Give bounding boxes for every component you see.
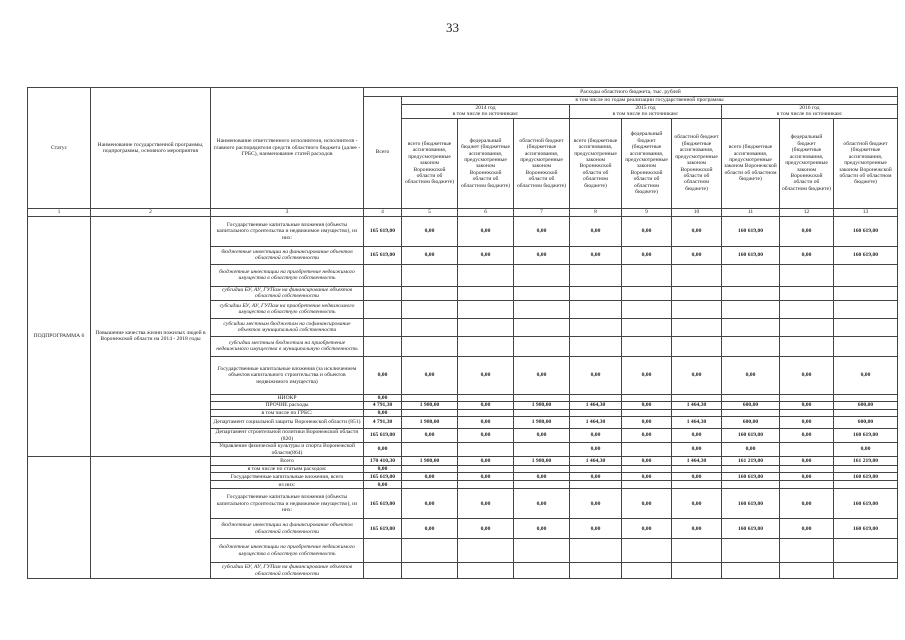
- value-cell: 165 619,00: [364, 489, 402, 519]
- value-cell: [402, 443, 458, 457]
- value-cell: 161 219,00: [834, 456, 898, 465]
- col-number: 11: [722, 208, 780, 216]
- col-number: 12: [780, 208, 834, 216]
- value-cell: 0,00: [570, 216, 622, 246]
- value-cell: [402, 336, 458, 356]
- value-cell: [722, 300, 780, 318]
- value-cell: [780, 286, 834, 300]
- year-2014-label: 2014 год: [475, 105, 496, 111]
- value-cell: 0,00: [364, 409, 402, 416]
- value-cell: 160 619,00: [834, 216, 898, 246]
- value-cell: 0,00: [672, 489, 722, 519]
- value-cell: 0,00: [672, 519, 722, 539]
- value-cell: 0,00: [458, 519, 514, 539]
- value-cell: 0,00: [570, 519, 622, 539]
- row-label: Управление физической культуры и спорта Воронежской области(864): [211, 443, 364, 457]
- value-cell: 0,00: [780, 456, 834, 465]
- value-cell: 0,00: [514, 489, 570, 519]
- value-cell: [780, 318, 834, 336]
- col-number: 1: [28, 208, 91, 216]
- value-cell: 0,00: [402, 356, 458, 394]
- row-label: Государственные капитальные вложения (за исключением объектов капитального строительства и объектов недвижимого имущества): [211, 356, 364, 394]
- value-cell: [570, 264, 622, 286]
- value-cell: 0,00: [622, 402, 672, 409]
- year-2015-label: 2015 год: [635, 105, 656, 111]
- value-cell: 0,00: [622, 246, 672, 264]
- value-cell: 0,00: [780, 519, 834, 539]
- value-cell: [514, 394, 570, 401]
- header-status: Статус: [28, 88, 91, 209]
- program-name-cell: [91, 456, 211, 578]
- value-cell: 160 619,00: [722, 473, 780, 481]
- value-cell: 160 619,00: [834, 246, 898, 264]
- value-cell: [834, 394, 898, 401]
- col-number: 3: [211, 208, 364, 216]
- header-year-2015: [570, 105, 722, 119]
- value-cell: 0,00: [364, 394, 402, 401]
- value-cell: 600,00: [722, 402, 780, 409]
- row-label: Всего: [211, 456, 364, 465]
- value-cell: 1 464,30: [570, 417, 622, 429]
- value-cell: 0,00: [570, 473, 622, 481]
- value-cell: [834, 409, 898, 416]
- value-cell: 0,00: [780, 402, 834, 409]
- value-cell: 0,00: [780, 216, 834, 246]
- value-cell: [364, 318, 402, 336]
- value-cell: 0,00: [622, 489, 672, 519]
- value-cell: [458, 318, 514, 336]
- col-number: 5: [402, 208, 458, 216]
- value-cell: [834, 563, 898, 579]
- value-cell: [780, 443, 834, 457]
- value-cell: 0,00: [780, 417, 834, 429]
- value-cell: 165 619,00: [364, 216, 402, 246]
- value-cell: 165 619,00: [364, 519, 402, 539]
- value-cell: [364, 563, 402, 579]
- value-cell: [514, 318, 570, 336]
- row-label: субсидии БУ, АУ, ГУПам на финансирование объектов областной собственности: [211, 286, 364, 300]
- value-cell: [570, 481, 622, 489]
- status-cell: [28, 456, 91, 578]
- value-cell: [514, 300, 570, 318]
- value-cell: 1 464,30: [672, 417, 722, 429]
- value-cell: [780, 539, 834, 563]
- value-cell: 0,00: [458, 429, 514, 443]
- row-label: ПРОЧИЕ расходы: [211, 402, 364, 409]
- value-cell: 0,00: [364, 465, 402, 472]
- value-cell: [780, 336, 834, 356]
- value-cell: [834, 318, 898, 336]
- value-cell: 0,00: [402, 519, 458, 539]
- value-cell: [402, 318, 458, 336]
- value-cell: [458, 300, 514, 318]
- col-number: 13: [834, 208, 898, 216]
- row-label: Государственные капитальные вложения (объекты капитального строительства и недвижимое имущество), из них:: [211, 489, 364, 519]
- value-cell: [722, 409, 780, 416]
- value-cell: [672, 465, 722, 472]
- value-cell: 0,00: [458, 402, 514, 409]
- value-cell: [780, 563, 834, 579]
- value-cell: [834, 465, 898, 472]
- value-cell: 0,00: [458, 417, 514, 429]
- row-label: Государственные капитальные вложения (объекты капитального строительства и недвижимое имущество), из них:: [211, 216, 364, 246]
- value-cell: 0,00: [622, 456, 672, 465]
- header-total: Всего: [364, 97, 402, 209]
- value-cell: [364, 300, 402, 318]
- value-cell: 0,00: [722, 356, 780, 394]
- value-cell: [834, 300, 898, 318]
- value-cell: [402, 409, 458, 416]
- value-cell: [780, 394, 834, 401]
- value-cell: 170 410,30: [364, 456, 402, 465]
- value-cell: 1 980,00: [402, 402, 458, 409]
- value-cell: [672, 300, 722, 318]
- value-cell: 0,00: [458, 489, 514, 519]
- value-cell: [722, 539, 780, 563]
- value-cell: 0,00: [364, 356, 402, 394]
- value-cell: [570, 336, 622, 356]
- value-cell: [364, 539, 402, 563]
- value-cell: [514, 539, 570, 563]
- value-cell: [834, 336, 898, 356]
- value-cell: [672, 264, 722, 286]
- value-cell: 0,00: [780, 246, 834, 264]
- value-cell: [514, 465, 570, 472]
- value-cell: [364, 264, 402, 286]
- value-cell: 0,00: [622, 473, 672, 481]
- value-cell: 0,00: [672, 216, 722, 246]
- value-cell: [514, 481, 570, 489]
- value-cell: [514, 443, 570, 457]
- row-label: в том числе по статьям расходов:: [211, 465, 364, 472]
- value-cell: 0,00: [780, 489, 834, 519]
- value-cell: [514, 336, 570, 356]
- value-cell: [722, 318, 780, 336]
- row-label: субсидии БУ, АУ, ГУПам на финансирование объектов областной собственности: [211, 563, 364, 579]
- value-cell: [672, 539, 722, 563]
- value-cell: 1 464,30: [570, 456, 622, 465]
- value-cell: 600,00: [722, 417, 780, 429]
- value-cell: [570, 409, 622, 416]
- value-cell: [570, 465, 622, 472]
- value-cell: 0,00: [458, 356, 514, 394]
- header-2015-total-source: всего (бюджетные ассигнования, предусмотренные законом Воронежской области об областном бюджете): [570, 118, 622, 208]
- by-sources-2015: в том числе по источникам:: [612, 111, 679, 118]
- col-number: 8: [570, 208, 622, 216]
- header-2014-total-source: всего (бюджетные ассигнования, предусмотренные законом Воронежской области об областном бюджете): [402, 118, 458, 208]
- value-cell: [780, 409, 834, 416]
- value-cell: [570, 539, 622, 563]
- value-cell: [672, 409, 722, 416]
- by-sources-2014: в том числе по источникам:: [452, 111, 519, 118]
- value-cell: 0,00: [458, 246, 514, 264]
- value-cell: [722, 286, 780, 300]
- value-cell: 0,00: [672, 473, 722, 481]
- value-cell: 1 980,00: [514, 417, 570, 429]
- row-label: бюджетные инвестиции на финансирование объектов областной собственности: [211, 519, 364, 539]
- by-sources-2016: в том числе по источникам:: [776, 111, 843, 118]
- value-cell: [780, 465, 834, 472]
- value-cell: 0,00: [672, 443, 722, 457]
- value-cell: [622, 539, 672, 563]
- value-cell: 0,00: [514, 246, 570, 264]
- status-cell: ПОДПРОГРАММА 6: [28, 216, 91, 456]
- value-cell: [834, 481, 898, 489]
- value-cell: 1 980,00: [514, 456, 570, 465]
- value-cell: 160 619,00: [834, 489, 898, 519]
- table-row: [28, 456, 898, 465]
- value-cell: 1 980,00: [514, 402, 570, 409]
- value-cell: [672, 318, 722, 336]
- value-cell: [458, 481, 514, 489]
- value-cell: [458, 443, 514, 457]
- row-label: НИОКР: [211, 394, 364, 401]
- table-row: [28, 216, 898, 246]
- row-label: бюджетные инвестиции на приобретение недвижимого имущества в областную собственность: [211, 539, 364, 563]
- value-cell: 0,00: [458, 216, 514, 246]
- row-label: субсидии местным бюджетам на приобретение недвижимого имущества в муниципальную собственность: [211, 336, 364, 356]
- value-cell: 0,00: [622, 417, 672, 429]
- value-cell: 0,00: [402, 489, 458, 519]
- program-name-cell: Повышение качества жизни пожилых людей в Воронежской области на 2014 - 2018 годы: [91, 216, 211, 456]
- col-number: 7: [514, 208, 570, 216]
- value-cell: 0,00: [514, 519, 570, 539]
- value-cell: 165 619,00: [364, 473, 402, 481]
- header-2016-federal: федеральный бюджет (бюджетные ассигнования, предусмотренные законом Воронежской области об областном бюджете): [780, 118, 834, 208]
- row-label: в том числе по ГРБС:: [211, 409, 364, 416]
- value-cell: 160 619,00: [722, 489, 780, 519]
- value-cell: 160 619,00: [722, 216, 780, 246]
- value-cell: 0,00: [570, 443, 622, 457]
- row-label: Государственные капитальные вложения, всего: [211, 473, 364, 481]
- value-cell: [458, 465, 514, 472]
- value-cell: [834, 264, 898, 286]
- value-cell: [780, 481, 834, 489]
- value-cell: [458, 336, 514, 356]
- row-label: субсидии БУ, АУ, ГУПам на приобретение недвижимого имущества в областную собственность: [211, 300, 364, 318]
- value-cell: 0,00: [402, 429, 458, 443]
- value-cell: [622, 563, 672, 579]
- value-cell: 0,00: [834, 443, 898, 457]
- col-number: 4: [364, 208, 402, 216]
- value-cell: 0,00: [622, 429, 672, 443]
- value-cell: 0,00: [672, 246, 722, 264]
- value-cell: [570, 563, 622, 579]
- row-label: бюджетные инвестиции на приобретение недвижимого имущества в областную собственность: [211, 264, 364, 286]
- value-cell: [722, 465, 780, 472]
- value-cell: 0,00: [672, 429, 722, 443]
- header-program-name: Наименование государственной программы, подпрограммы, основного мероприятия: [91, 88, 211, 209]
- value-cell: 165 619,00: [364, 246, 402, 264]
- value-cell: 0,00: [622, 519, 672, 539]
- value-cell: 0,00: [364, 481, 402, 489]
- header-year-2014: [402, 105, 570, 119]
- value-cell: [514, 264, 570, 286]
- header-2014-federal: федеральный бюджет (бюджетные ассигнования, предусмотренные законом Воронежской области об областном бюджете): [458, 118, 514, 208]
- value-cell: 161 219,00: [722, 456, 780, 465]
- value-cell: [722, 336, 780, 356]
- value-cell: 4 791,30: [364, 417, 402, 429]
- value-cell: [402, 465, 458, 472]
- value-cell: [722, 563, 780, 579]
- value-cell: 0,00: [722, 443, 780, 457]
- value-cell: [722, 264, 780, 286]
- col-number: 9: [622, 208, 672, 216]
- value-cell: 1 980,00: [402, 456, 458, 465]
- value-cell: [570, 394, 622, 401]
- value-cell: 0,00: [780, 429, 834, 443]
- value-cell: [722, 394, 780, 401]
- value-cell: [622, 481, 672, 489]
- value-cell: [622, 443, 672, 457]
- value-cell: 0,00: [780, 473, 834, 481]
- header-2015-federal: федеральный бюджет (бюджетные ассигнования, предусмотренные законом Воронежской области об областном бюджете): [622, 118, 672, 208]
- value-cell: [780, 264, 834, 286]
- value-cell: 160 619,00: [834, 519, 898, 539]
- row-label: Департамент строительной политики Воронежской области (820): [211, 429, 364, 443]
- value-cell: 0,00: [514, 473, 570, 481]
- row-label: из них:: [211, 481, 364, 489]
- value-cell: [402, 394, 458, 401]
- value-cell: [622, 394, 672, 401]
- value-cell: [570, 318, 622, 336]
- value-cell: 0,00: [402, 216, 458, 246]
- value-cell: 160 619,00: [722, 246, 780, 264]
- value-cell: [622, 286, 672, 300]
- value-cell: 1 980,00: [402, 417, 458, 429]
- value-cell: 0,00: [514, 216, 570, 246]
- value-cell: 600,00: [834, 402, 898, 409]
- value-cell: 0,00: [570, 429, 622, 443]
- header-by-years: в том числе по годам реализации государственной программы: [402, 97, 898, 105]
- row-label: субсидии местным бюджетам на софинансирование объектов муниципальной собственности: [211, 318, 364, 336]
- value-cell: [622, 409, 672, 416]
- value-cell: 0,00: [780, 356, 834, 394]
- value-cell: 1 464,30: [672, 402, 722, 409]
- value-cell: 0,00: [402, 246, 458, 264]
- value-cell: [622, 318, 672, 336]
- value-cell: [514, 286, 570, 300]
- value-cell: [672, 394, 722, 401]
- value-cell: 0,00: [672, 356, 722, 394]
- value-cell: [364, 286, 402, 300]
- value-cell: 1 464,30: [672, 456, 722, 465]
- value-cell: 600,00: [834, 417, 898, 429]
- value-cell: [834, 286, 898, 300]
- value-cell: [672, 286, 722, 300]
- value-cell: [672, 336, 722, 356]
- value-cell: [834, 539, 898, 563]
- value-cell: 0,00: [622, 356, 672, 394]
- row-label: Департамент социальной защиты Воронежской области (851): [211, 417, 364, 429]
- value-cell: [622, 465, 672, 472]
- value-cell: [458, 286, 514, 300]
- value-cell: [622, 300, 672, 318]
- value-cell: [672, 563, 722, 579]
- value-cell: 0,00: [458, 473, 514, 481]
- header-executor: Наименование ответственного исполнителя, исполнителя - главного распорядителя средств областного бюджета (далее - ГРБС), наименование статей расходов: [211, 88, 364, 209]
- header-2015-regional: областной бюджет (бюджетные ассигнования, предусмотренные законом Воронежской области об областном бюджете): [672, 118, 722, 208]
- header-2016-regional: областной бюджет (бюджетные ассигнования, предусмотренные законом Воронежской области об областном бюджете): [834, 118, 898, 208]
- header-2016-total-source: всего (бюджетные ассигнования, предусмотренные законом Воронежской области об областном бюджете): [722, 118, 780, 208]
- value-cell: 0,00: [514, 429, 570, 443]
- expenses-table: [27, 87, 898, 579]
- value-cell: 160 619,00: [722, 429, 780, 443]
- value-cell: [514, 563, 570, 579]
- value-cell: 0,00: [364, 443, 402, 457]
- value-cell: [672, 481, 722, 489]
- value-cell: [402, 539, 458, 563]
- value-cell: [458, 539, 514, 563]
- value-cell: [402, 481, 458, 489]
- col-number: 2: [91, 208, 211, 216]
- value-cell: [402, 264, 458, 286]
- value-cell: [458, 409, 514, 416]
- header-2014-regional: областной бюджет (бюджетные ассигнования, предусмотренные законом Воронежской области об областном бюджете): [514, 118, 570, 208]
- value-cell: 0,00: [570, 356, 622, 394]
- header-expenses: Расходы областного бюджета, тыс. рублей: [364, 88, 898, 97]
- value-cell: [364, 336, 402, 356]
- value-cell: 0,00: [834, 356, 898, 394]
- value-cell: [458, 394, 514, 401]
- value-cell: 165 619,00: [364, 429, 402, 443]
- header-year-2016: [722, 105, 898, 119]
- value-cell: [458, 264, 514, 286]
- value-cell: 1 464,30: [570, 402, 622, 409]
- value-cell: [722, 481, 780, 489]
- value-cell: [622, 336, 672, 356]
- value-cell: 0,00: [622, 216, 672, 246]
- value-cell: 160 619,00: [834, 429, 898, 443]
- value-cell: [402, 563, 458, 579]
- value-cell: [514, 409, 570, 416]
- value-cell: [570, 300, 622, 318]
- page-number: 33: [446, 20, 459, 35]
- value-cell: 0,00: [570, 489, 622, 519]
- value-cell: 0,00: [458, 456, 514, 465]
- value-cell: 4 791,30: [364, 402, 402, 409]
- value-cell: 0,00: [570, 246, 622, 264]
- value-cell: [780, 300, 834, 318]
- col-number: 10: [672, 208, 722, 216]
- value-cell: [402, 300, 458, 318]
- value-cell: 0,00: [514, 356, 570, 394]
- row-label: бюджетные инвестиции на финансирование объектов областной собственности: [211, 246, 364, 264]
- value-cell: 160 619,00: [722, 519, 780, 539]
- value-cell: [622, 264, 672, 286]
- col-number: 6: [458, 208, 514, 216]
- value-cell: [402, 286, 458, 300]
- column-number-row: [28, 208, 898, 216]
- value-cell: 0,00: [402, 473, 458, 481]
- value-cell: [570, 286, 622, 300]
- year-2016-label: 2016 год: [799, 105, 820, 111]
- value-cell: 160 619,00: [834, 473, 898, 481]
- value-cell: [458, 563, 514, 579]
